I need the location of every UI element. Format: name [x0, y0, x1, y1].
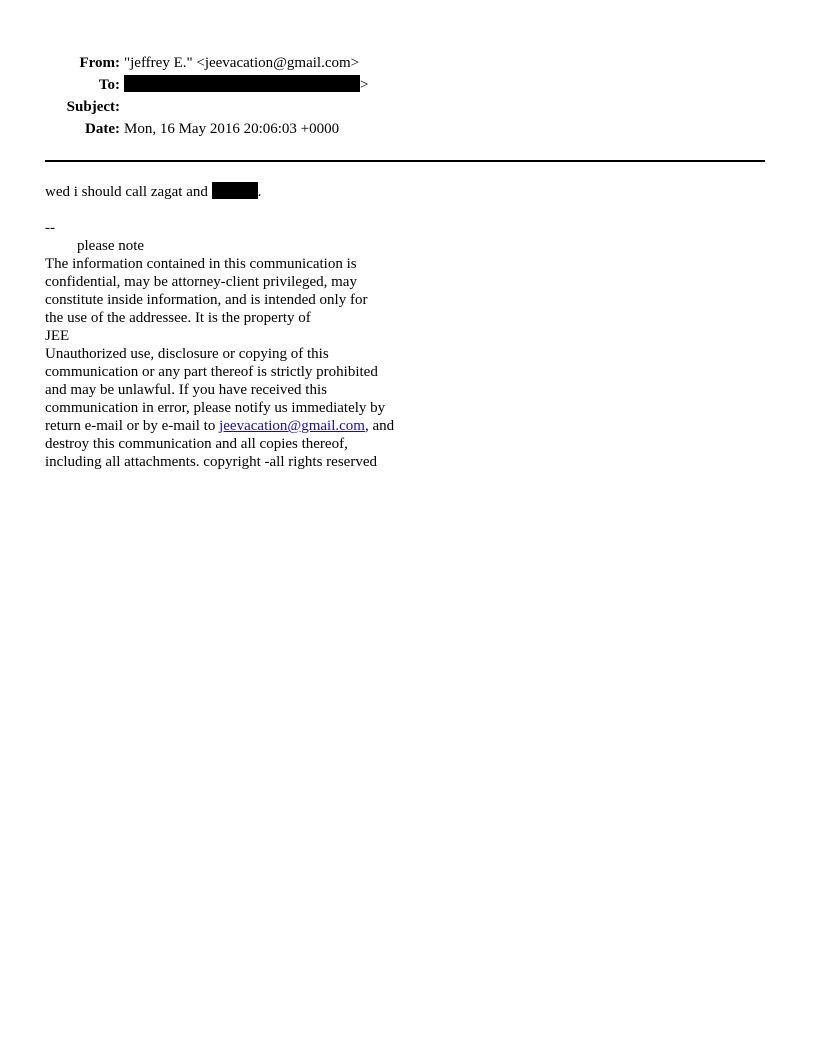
disclaimer-line: and may be unlawful. If you have received this — [45, 382, 327, 398]
return-suffix: , and — [364, 418, 395, 434]
email-header — [0, 52, 816, 140]
disclaimer-line: The information contained in this communication is — [45, 256, 357, 272]
from-row — [0, 52, 816, 74]
to-value — [124, 74, 368, 96]
disclaimer-line-with-link — [45, 417, 445, 435]
signature-block — [45, 219, 445, 471]
return-prefix: return e-mail or by e-mail to — [45, 418, 220, 434]
redaction-bar — [212, 182, 258, 199]
date-row — [0, 118, 816, 140]
disclaimer-line: destroy this communication and all copies thereof, — [45, 436, 348, 452]
subject-row — [0, 96, 816, 118]
email-link[interactable]: jeevacation@gmail.com — [219, 418, 365, 434]
disclaimer-line: Unauthorized use, disclosure or copying of this — [45, 346, 329, 362]
disclaimer-line: confidential, may be attorney-client privileged, may — [45, 274, 357, 290]
message-body — [45, 181, 261, 203]
date-value: Mon, 16 May 2016 20:06:03 +0000 — [124, 121, 340, 137]
signature-separator: -- — [45, 220, 55, 236]
disclaimer-line: the use of the addressee. It is the property of — [45, 310, 311, 326]
body-text-before: wed i should call zagat and — [45, 184, 212, 200]
to-label: To: — [98, 77, 120, 93]
subject-label: Subject: — [66, 99, 120, 115]
disclaimer-line: communication in error, please notify us immediately by — [45, 400, 386, 416]
redaction-bar — [124, 75, 360, 92]
disclaimer-line: JEE — [45, 328, 70, 344]
date-label: Date: — [85, 121, 120, 137]
signature-note: please note — [77, 238, 145, 254]
to-suffix: > — [360, 77, 369, 93]
header-divider — [45, 160, 765, 162]
to-row — [0, 74, 816, 96]
disclaimer-line: constitute inside information, and is intended only for — [45, 292, 368, 308]
from-label: From: — [79, 55, 120, 71]
from-value: "jeffrey E." <jeevacation@gmail.com> — [124, 55, 360, 71]
disclaimer-line: including all attachments. copyright -all rights reserved — [45, 454, 377, 470]
body-text-after: . — [257, 184, 262, 200]
disclaimer-line: communication or any part thereof is strictly prohibited — [45, 364, 378, 380]
